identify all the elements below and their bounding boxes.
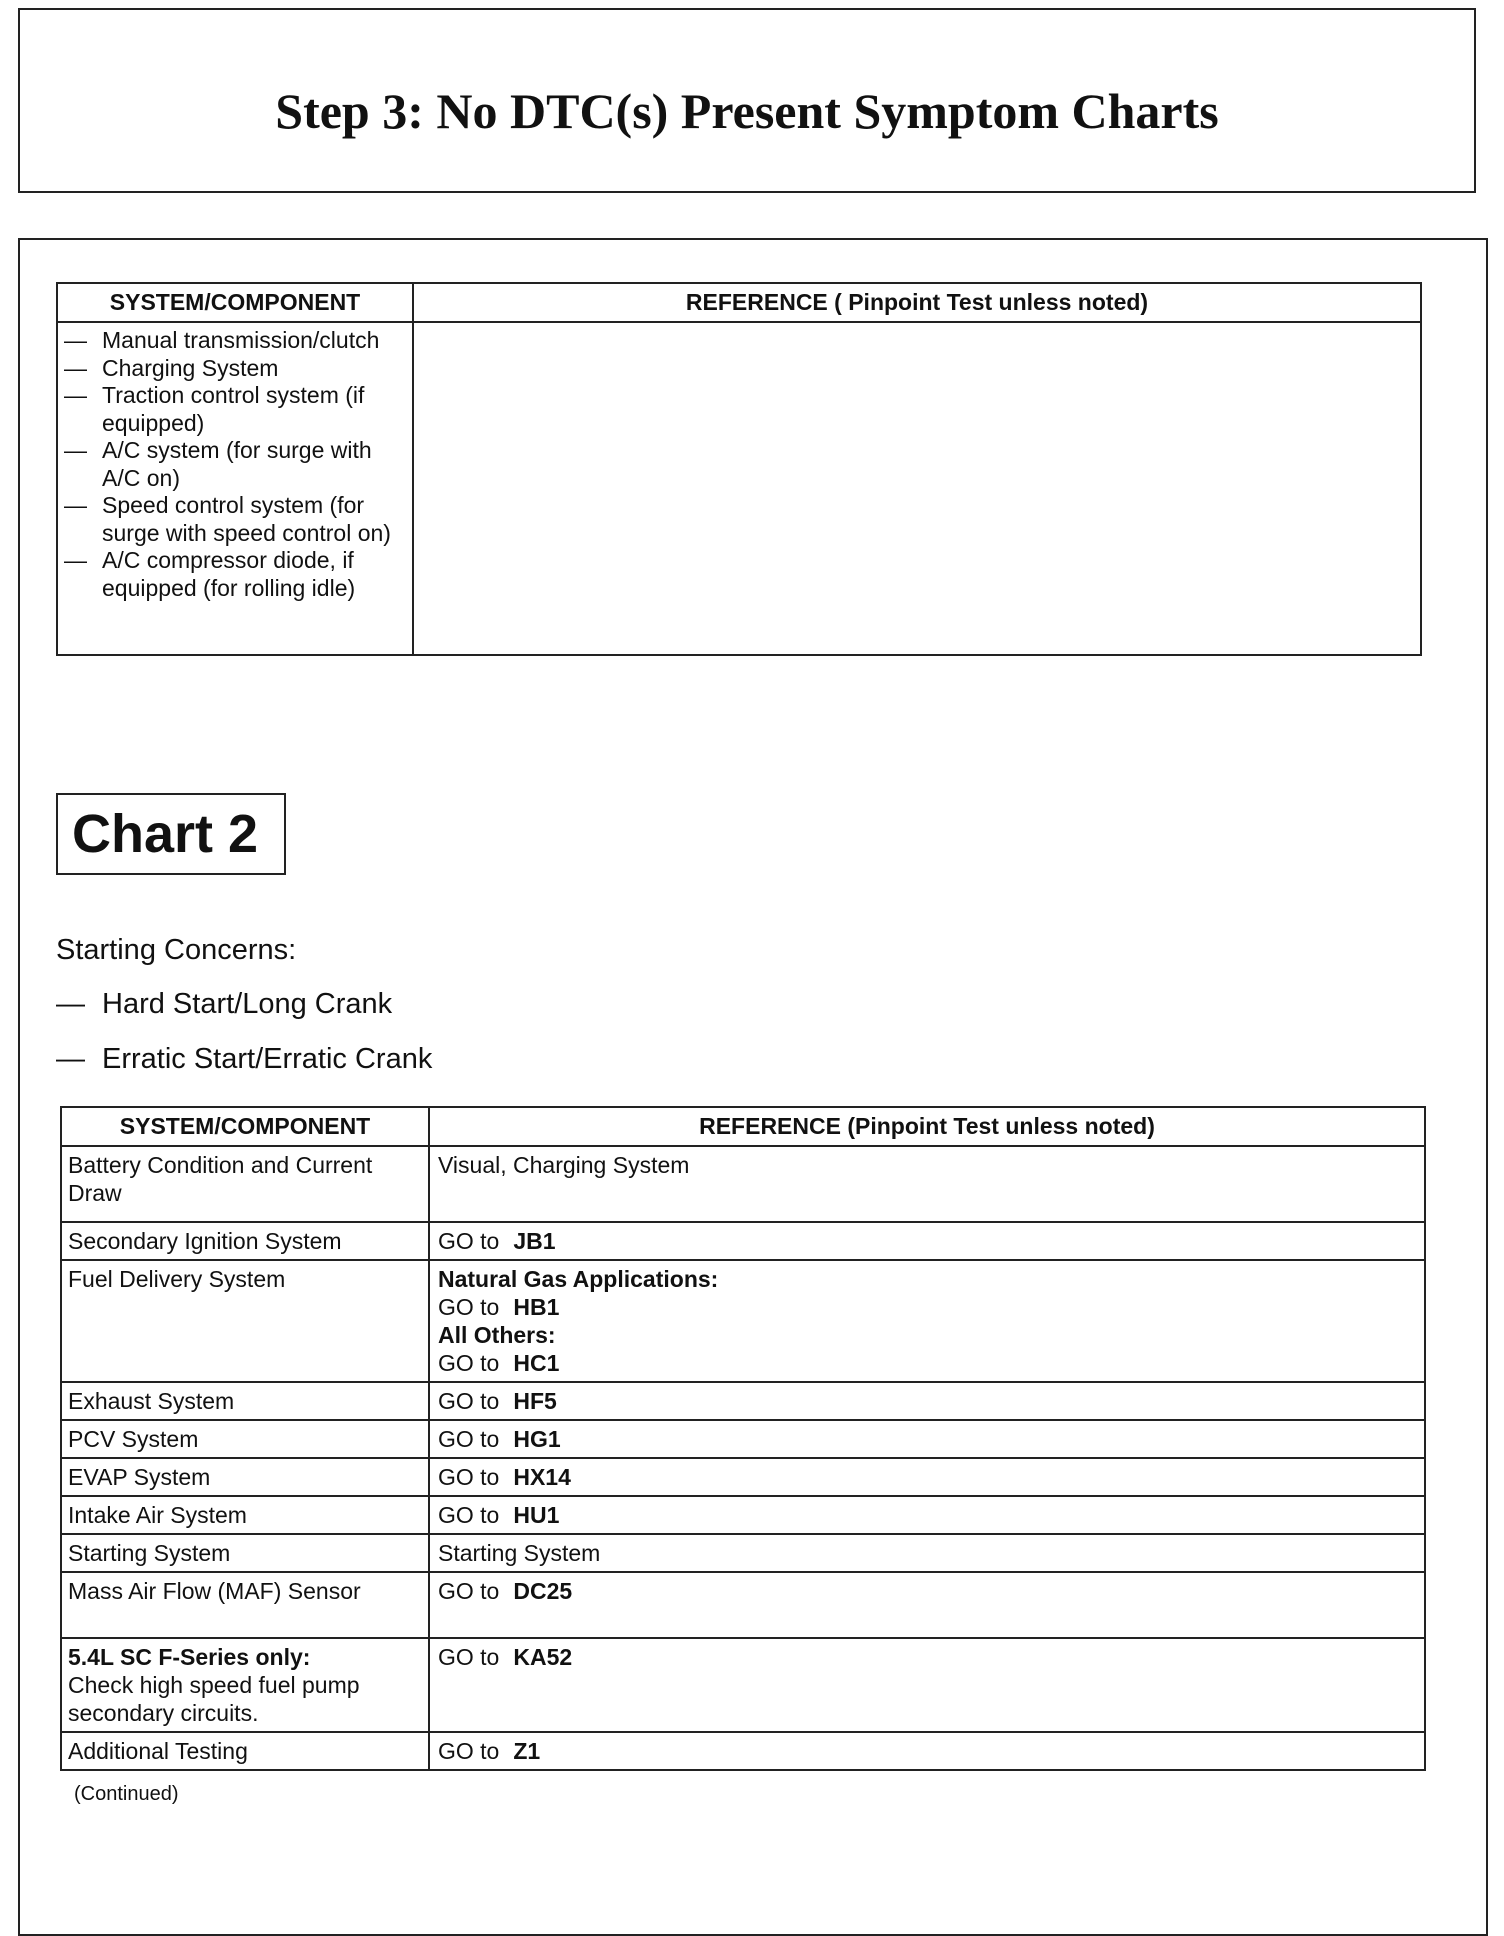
table-row: Secondary Ignition System GO to JB1 — [61, 1222, 1425, 1260]
column-header-system: SYSTEM/COMPONENT — [57, 283, 413, 322]
table-row — [57, 322, 1421, 655]
concern-item: — Erratic Start/Erratic Crank — [56, 1043, 433, 1075]
dash-bullet: — — [64, 547, 87, 573]
system-list-cell — [57, 322, 413, 655]
list-item: — Traction control system (if equipped) — [64, 382, 365, 436]
list-item: — Speed control system (for surge with speed control on) — [64, 492, 391, 546]
column-header-system: SYSTEM/COMPONENT — [61, 1107, 429, 1146]
list-item: — Charging System — [64, 354, 279, 381]
reference-cell-empty — [413, 322, 1421, 655]
dash-bullet: — — [56, 1043, 85, 1075]
page-header-box — [18, 8, 1476, 193]
list-item: — Manual transmission/clutch — [64, 327, 380, 353]
column-header-reference: REFERENCE (Pinpoint Test unless noted) — [429, 1107, 1425, 1146]
pinpoint-test-code: HF5 — [513, 1388, 557, 1414]
pinpoint-test-code: HC1 — [513, 1350, 560, 1376]
starting-concerns-table — [60, 1106, 1426, 1771]
pinpoint-test-code: HX14 — [513, 1464, 571, 1490]
pinpoint-test-code: KA52 — [513, 1644, 573, 1670]
table-row: Mass Air Flow (MAF) Sensor GO to DC25 — [61, 1572, 1425, 1638]
pinpoint-test-code: HG1 — [513, 1426, 561, 1452]
list-item: — A/C system (for surge with A/C on) — [64, 437, 372, 491]
pinpoint-test-code: HU1 — [513, 1502, 560, 1528]
continued-note: (Continued) — [74, 1783, 179, 1805]
dash-bullet: — — [64, 382, 87, 408]
table-row: Battery Condition and Current Draw Visual, Charging System — [61, 1146, 1425, 1222]
table-row: Fuel Delivery System Natural Gas Applications: GO to HB1 All Others: GO to HC1 — [61, 1260, 1425, 1382]
pinpoint-test-code: Z1 — [513, 1738, 541, 1764]
chart-2-label: Chart 2 — [56, 793, 286, 875]
page-title: Step 3: No DTC(s) Present Symptom Charts — [275, 83, 1219, 139]
dash-bullet: — — [56, 988, 85, 1020]
table-row: PCV System GO to HG1 — [61, 1420, 1425, 1458]
column-header-reference: REFERENCE ( Pinpoint Test unless noted) — [413, 283, 1421, 322]
dash-bullet: — — [64, 437, 87, 463]
table-row: Intake Air System GO to HU1 — [61, 1496, 1425, 1534]
pinpoint-test-code: DC25 — [513, 1578, 573, 1604]
table-row: Starting System Starting System — [61, 1534, 1425, 1572]
dash-bullet: — — [64, 354, 87, 381]
table-row: Exhaust System GO to HF5 — [61, 1382, 1425, 1420]
dash-bullet: — — [64, 492, 87, 518]
concern-item: — Hard Start/Long Crank — [56, 988, 393, 1020]
table-row: Additional Testing GO to Z1 — [61, 1732, 1425, 1770]
pinpoint-test-code: HB1 — [513, 1294, 560, 1320]
list-item: — A/C compressor diode, if equipped (for rolling idle) — [64, 547, 356, 601]
pinpoint-test-code: JB1 — [513, 1228, 556, 1254]
table-row: EVAP System GO to HX14 — [61, 1458, 1425, 1496]
symptom-table-continued — [56, 282, 1422, 656]
dash-bullet: — — [64, 327, 87, 353]
starting-concerns-title: Starting Concerns: — [56, 934, 297, 966]
table-row: 5.4L SC F-Series only: Check high speed fuel pump secondary circuits. GO to KA52 — [61, 1638, 1425, 1732]
